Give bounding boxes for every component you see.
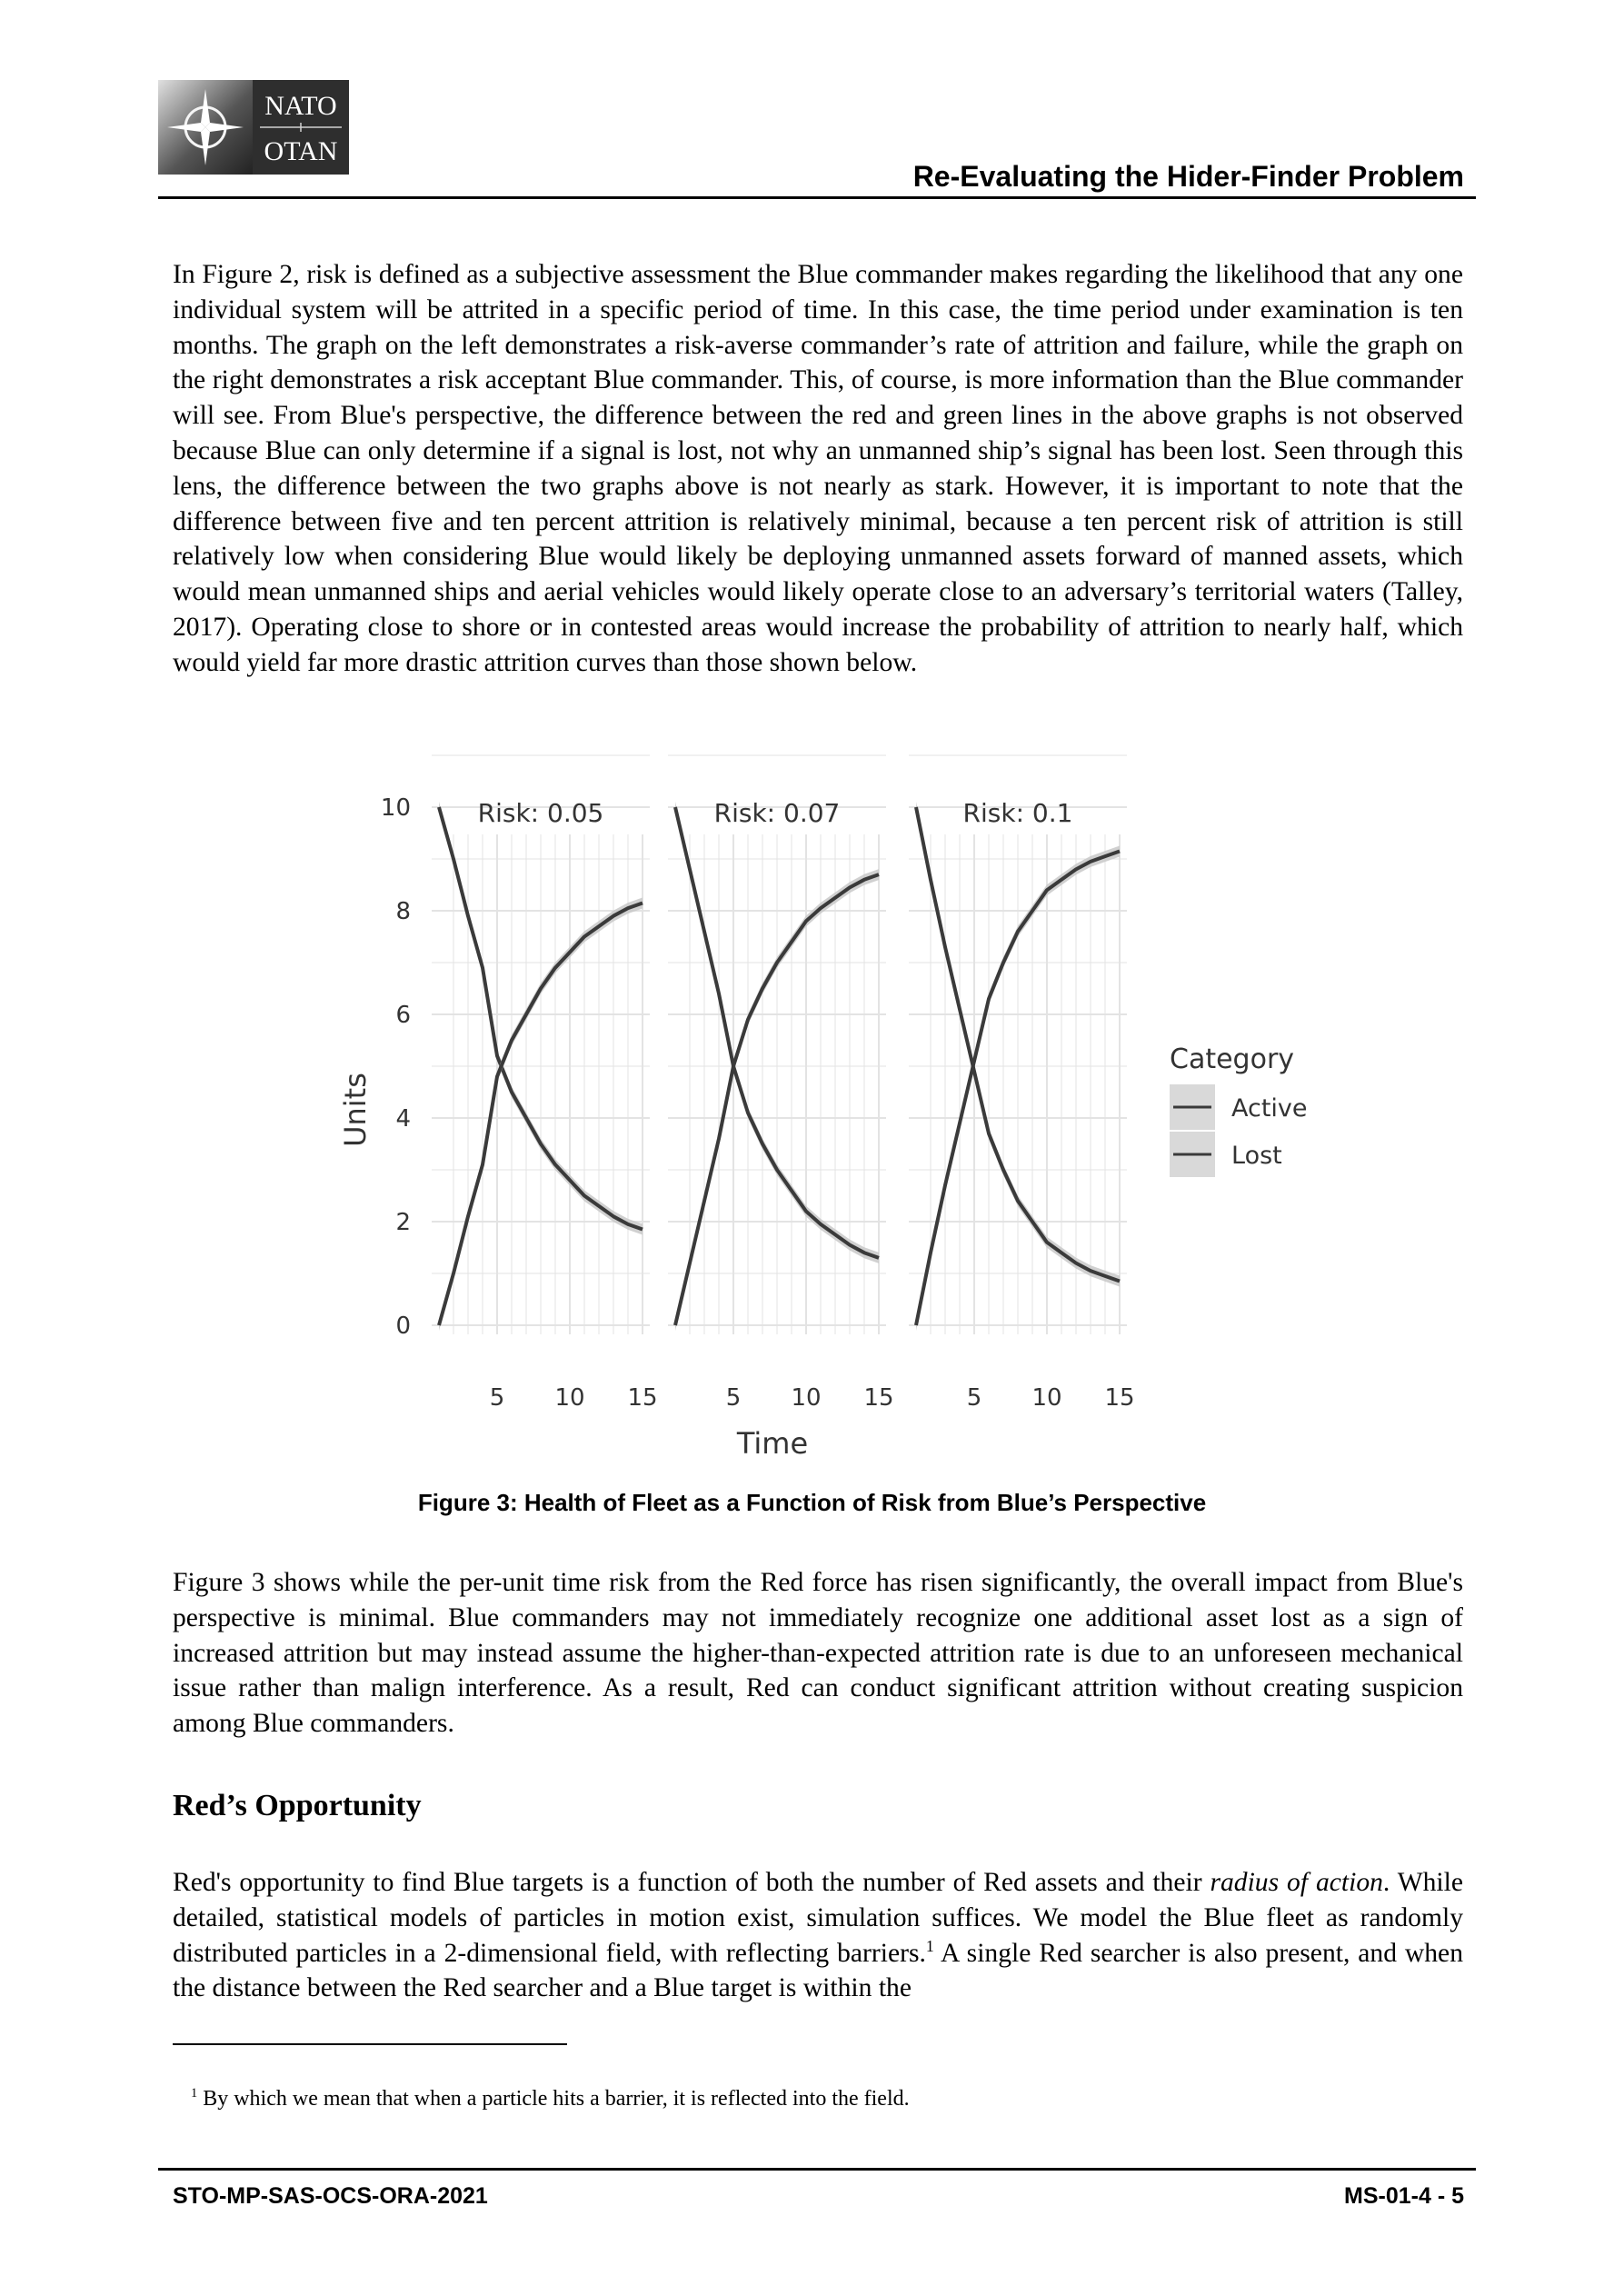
x-tick-label: 10 [554, 1384, 585, 1412]
section-heading: Red’s Opportunity [173, 1789, 422, 1822]
paragraph-3-text-b: . While detailed, statistical models of particles in motion exist, simulation suffices. We model the Blue fleet as randomly distributed particles in a 2-dimensional field, with reflecting barriers. [173, 1868, 1463, 1968]
legend-label-lost: Lost [1231, 1142, 1282, 1170]
y-axis-label: Units [338, 1073, 373, 1147]
x-tick-label: 15 [627, 1384, 658, 1412]
header-rule [158, 196, 1476, 199]
figure-caption: Figure 3: Health of Fleet as a Function of Risk from Blue’s Perspective [417, 1489, 1207, 1516]
body-paragraph-2: Figure 3 shows while the per-unit time risk from the Red force has risen significantly, the overall impact from Blue's perspective is minimal. Blue commanders may not immediately recognize one additional asset lost as a sign of increased attrition but may instead assume the higher-than-expected attrition rate is due to an unforeseen mechanical issue rather than malign interference. As a result, Red can conduct significant attrition without creating suspicion among Blue commanders. [173, 1568, 1463, 1739]
legend-title: Category [1170, 1043, 1295, 1075]
radius-of-action-emphasis: radius of action [1210, 1868, 1383, 1897]
x-tick-label: 15 [1104, 1384, 1135, 1412]
footnote-rule [173, 2043, 567, 2045]
y-tick-label: 6 [395, 1002, 411, 1029]
footer-document-code: STO-MP-SAS-OCS-ORA-2021 [173, 2183, 488, 2209]
x-tick-label: 15 [863, 1384, 894, 1412]
footnote [191, 2087, 910, 2111]
facet-label: Risk: 0.1 [962, 798, 1073, 828]
y-tick-label: 0 [395, 1313, 411, 1340]
x-tick-label: 10 [791, 1384, 822, 1412]
y-tick-label: 4 [395, 1105, 411, 1133]
x-tick-label: 5 [966, 1384, 982, 1412]
x-axis-label: Time [736, 1426, 809, 1461]
y-tick-label: 2 [395, 1209, 411, 1236]
footer-page-number: MS-01-4 - 5 [1344, 2183, 1464, 2209]
chart-grid [432, 755, 1127, 1334]
paragraph-3-text-a: Red's opportunity to find Blue targets is a function of both the number of Red assets and their [173, 1868, 1211, 1897]
y-tick-label: 10 [380, 794, 411, 822]
y-tick-label: 8 [395, 898, 411, 925]
running-title: Re-Evaluating the Hider-Finder Problem [912, 160, 1464, 193]
facet-label: Risk: 0.05 [477, 798, 604, 828]
footnote-text: By which we mean that when a particle hits a barrier, it is reflected into the field. [197, 2087, 910, 2111]
nato-otan-logo [158, 80, 349, 175]
logo-text-otan: OTAN [264, 136, 338, 166]
footnote-reference: 1 [925, 1936, 934, 1955]
logo-text-nato: NATO [264, 91, 337, 121]
x-tick-label: 5 [489, 1384, 505, 1412]
paragraph-3-text-c: A single Red searcher is also present, and when the distance between the Red searcher and a Blue target is within the [173, 1938, 1463, 2003]
footer-rule [158, 2168, 1476, 2171]
fleet-health-chart [336, 789, 1308, 1462]
body-paragraph-1: In Figure 2, risk is defined as a subjective assessment the Blue commander makes regarding the likelihood that any one individual system will be attrited in a specific period of time. In this case, the time period under examination is ten months. The graph on the left demonstrates a risk-averse commander’s rate of attrition and failure, while the graph on the right demonstrates a risk acceptant Blue commander. This, of course, is more information than the Blue commander will see. From Blue's perspective, the difference between the red and green lines in the above graphs is not observed because Blue can only determine if a signal is lost, not why an unmanned ship’s signal has been lost. Seen through this lens, the difference between the two graphs above is not nearly as stark. However, it is important to note that the difference between five and ten percent attrition is relatively minimal, because a ten percent risk of attrition is still relatively low when considering Blue would likely be deploying unmanned assets forward of manned assets, which would mean unmanned ships and aerial vehicles would likely operate close to an adversary’s territorial waters (Talley, 2017). Operating close to shore or in contested areas would increase the probability of attrition to nearly half, which would yield far more drastic attrition curves than those shown below. [173, 260, 1463, 677]
legend-label-active: Active [1231, 1094, 1308, 1123]
x-tick-label: 10 [1031, 1384, 1062, 1412]
x-tick-label: 5 [725, 1384, 742, 1412]
body-paragraph-3 [173, 1865, 1463, 2006]
facet-label: Risk: 0.07 [713, 798, 841, 828]
footnote-mark: 1 [191, 2086, 198, 2101]
